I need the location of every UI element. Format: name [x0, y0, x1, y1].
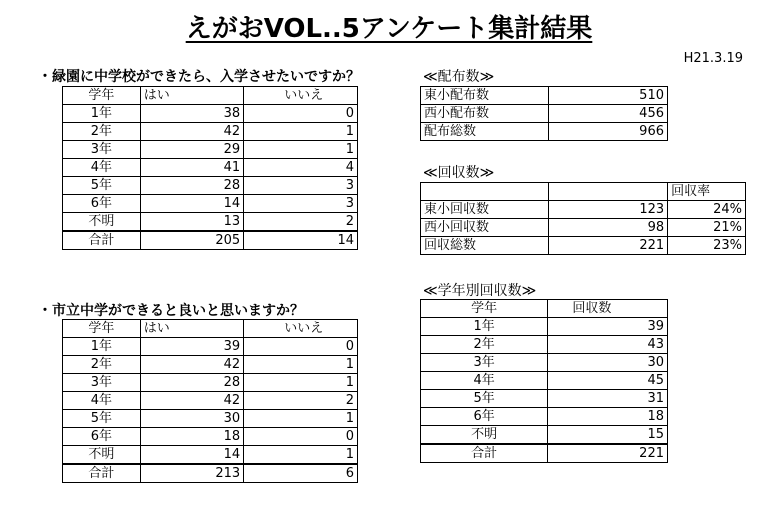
collection-label-cell: 東小回収数	[421, 201, 549, 219]
grade-cell: 2年	[63, 123, 141, 141]
collection-heading: ≪回収数≫	[423, 165, 495, 181]
column-header: いいえ	[244, 87, 358, 105]
yes-count-cell: 28	[140, 374, 244, 392]
total-row	[63, 231, 358, 250]
table-row	[421, 237, 746, 255]
grade-cell: 6年	[63, 428, 141, 446]
yes-count-cell: 41	[140, 159, 244, 177]
collection-label-cell: 西小回収数	[421, 219, 549, 237]
table-row	[63, 428, 358, 446]
no-count-cell: 1	[244, 374, 358, 392]
survey1-table	[62, 86, 358, 250]
table-row	[63, 105, 358, 123]
total-label-cell: 合計	[63, 464, 141, 483]
collection-rate-cell: 24%	[668, 201, 746, 219]
grade-cell: 1年	[421, 318, 548, 336]
yes-count-cell: 14	[140, 195, 244, 213]
no-count-cell: 0	[244, 428, 358, 446]
collection-count-cell: 43	[548, 336, 668, 354]
grade-cell: 3年	[421, 354, 548, 372]
collection-count-cell: 30	[548, 354, 668, 372]
total-yes-cell: 205	[140, 231, 244, 250]
table-row	[63, 141, 358, 159]
collection-label-cell: 回収総数	[421, 237, 549, 255]
total-no-cell: 14	[244, 231, 358, 250]
distribution-label-cell: 西小配布数	[421, 105, 549, 123]
table-row	[63, 446, 358, 465]
grade-cell: 3年	[63, 141, 141, 159]
no-count-cell: 1	[244, 356, 358, 374]
column-header: はい	[140, 320, 244, 338]
grade-cell: 5年	[63, 177, 141, 195]
table-row	[63, 374, 358, 392]
no-count-cell: 1	[244, 410, 358, 428]
table-row	[421, 87, 668, 105]
grade-cell: 3年	[63, 374, 141, 392]
grade-cell: 4年	[63, 392, 141, 410]
grade-cell: 4年	[63, 159, 141, 177]
survey2-table	[62, 319, 358, 483]
page-title	[0, 8, 778, 45]
no-count-cell: 1	[244, 446, 358, 465]
collection-table	[420, 182, 746, 255]
distribution-label-cell: 東小配布数	[421, 87, 549, 105]
distribution-count-cell: 510	[548, 87, 667, 105]
grade-cell: 2年	[63, 356, 141, 374]
column-header: はい	[140, 87, 244, 105]
grade-cell: 1年	[63, 338, 141, 356]
table-row	[63, 392, 358, 410]
total-no-cell: 6	[244, 464, 358, 483]
table-row	[63, 177, 358, 195]
table-header-row	[421, 183, 746, 201]
table-row	[421, 354, 668, 372]
empty-header-cell	[421, 183, 549, 201]
yes-count-cell: 42	[140, 123, 244, 141]
page-title-text: えがおVOL..5アンケート集計結果	[185, 14, 593, 44]
grade-cell: 不明	[421, 426, 548, 445]
no-count-cell: 4	[244, 159, 358, 177]
table-row	[421, 123, 668, 141]
grade-cell: 不明	[63, 446, 141, 465]
column-header: 学年	[421, 300, 548, 318]
table-row	[421, 390, 668, 408]
table-row	[421, 219, 746, 237]
collection-count-cell: 123	[548, 201, 667, 219]
no-count-cell: 1	[244, 123, 358, 141]
table-row	[63, 123, 358, 141]
table-header-row	[63, 87, 358, 105]
collection-count-cell: 31	[548, 390, 668, 408]
yes-count-cell: 42	[140, 356, 244, 374]
yes-count-cell: 42	[140, 392, 244, 410]
table-row	[63, 213, 358, 232]
yes-count-cell: 30	[140, 410, 244, 428]
column-header: 学年	[63, 320, 141, 338]
collection-count-cell: 221	[548, 237, 667, 255]
yes-count-cell: 28	[140, 177, 244, 195]
distribution-label-cell: 配布総数	[421, 123, 549, 141]
total-label-cell: 合計	[421, 444, 548, 463]
yes-count-cell: 39	[140, 338, 244, 356]
distribution-count-cell: 456	[548, 105, 667, 123]
table-row	[63, 159, 358, 177]
grade-cell: 4年	[421, 372, 548, 390]
no-count-cell: 0	[244, 105, 358, 123]
by-grade-heading: ≪学年別回収数≫	[423, 283, 537, 299]
collection-rate-cell: 23%	[668, 237, 746, 255]
survey1-question: ・緑園に中学校ができたら、入学させたいですか？	[38, 69, 360, 85]
grade-cell: 1年	[63, 105, 141, 123]
column-header: 回収数	[548, 300, 668, 318]
total-yes-cell: 213	[140, 464, 244, 483]
table-row	[421, 408, 668, 426]
by-grade-table	[420, 299, 668, 463]
no-count-cell: 3	[244, 177, 358, 195]
no-count-cell: 0	[244, 338, 358, 356]
yes-count-cell: 38	[140, 105, 244, 123]
grade-cell: 6年	[421, 408, 548, 426]
no-count-cell: 1	[244, 141, 358, 159]
yes-count-cell: 14	[140, 446, 244, 465]
table-row	[421, 372, 668, 390]
no-count-cell: 3	[244, 195, 358, 213]
table-row	[63, 356, 358, 374]
grade-cell: 2年	[421, 336, 548, 354]
grade-cell: 6年	[63, 195, 141, 213]
total-row	[63, 464, 358, 483]
no-count-cell: 2	[244, 392, 358, 410]
total-label-cell: 合計	[63, 231, 141, 250]
column-header: 学年	[63, 87, 141, 105]
grade-cell: 5年	[63, 410, 141, 428]
empty-header-cell	[548, 183, 667, 201]
survey2-question: ・市立中学ができると良いと思いますか？	[38, 303, 304, 319]
grade-cell: 不明	[63, 213, 141, 232]
collection-count-cell: 18	[548, 408, 668, 426]
collection-count-cell: 15	[548, 426, 668, 445]
distribution-count-cell: 966	[548, 123, 667, 141]
table-row	[421, 201, 746, 219]
table-row	[63, 338, 358, 356]
table-header-row	[63, 320, 358, 338]
table-row	[421, 336, 668, 354]
column-header: 回収率	[668, 183, 746, 201]
yes-count-cell: 29	[140, 141, 244, 159]
report-date: H21.3.19	[683, 51, 743, 66]
table-header-row	[421, 300, 668, 318]
collection-rate-cell: 21%	[668, 219, 746, 237]
distribution-heading: ≪配布数≫	[423, 69, 495, 85]
collection-count-cell: 98	[548, 219, 667, 237]
table-row	[63, 195, 358, 213]
column-header: いいえ	[244, 320, 358, 338]
grade-cell: 5年	[421, 390, 548, 408]
table-row	[421, 318, 668, 336]
table-row	[421, 426, 668, 445]
total-count-cell: 221	[548, 444, 668, 463]
no-count-cell: 2	[244, 213, 358, 232]
total-row	[421, 444, 668, 463]
yes-count-cell: 13	[140, 213, 244, 232]
collection-count-cell: 45	[548, 372, 668, 390]
distribution-table	[420, 86, 668, 141]
table-row	[421, 105, 668, 123]
yes-count-cell: 18	[140, 428, 244, 446]
collection-count-cell: 39	[548, 318, 668, 336]
table-row	[63, 410, 358, 428]
